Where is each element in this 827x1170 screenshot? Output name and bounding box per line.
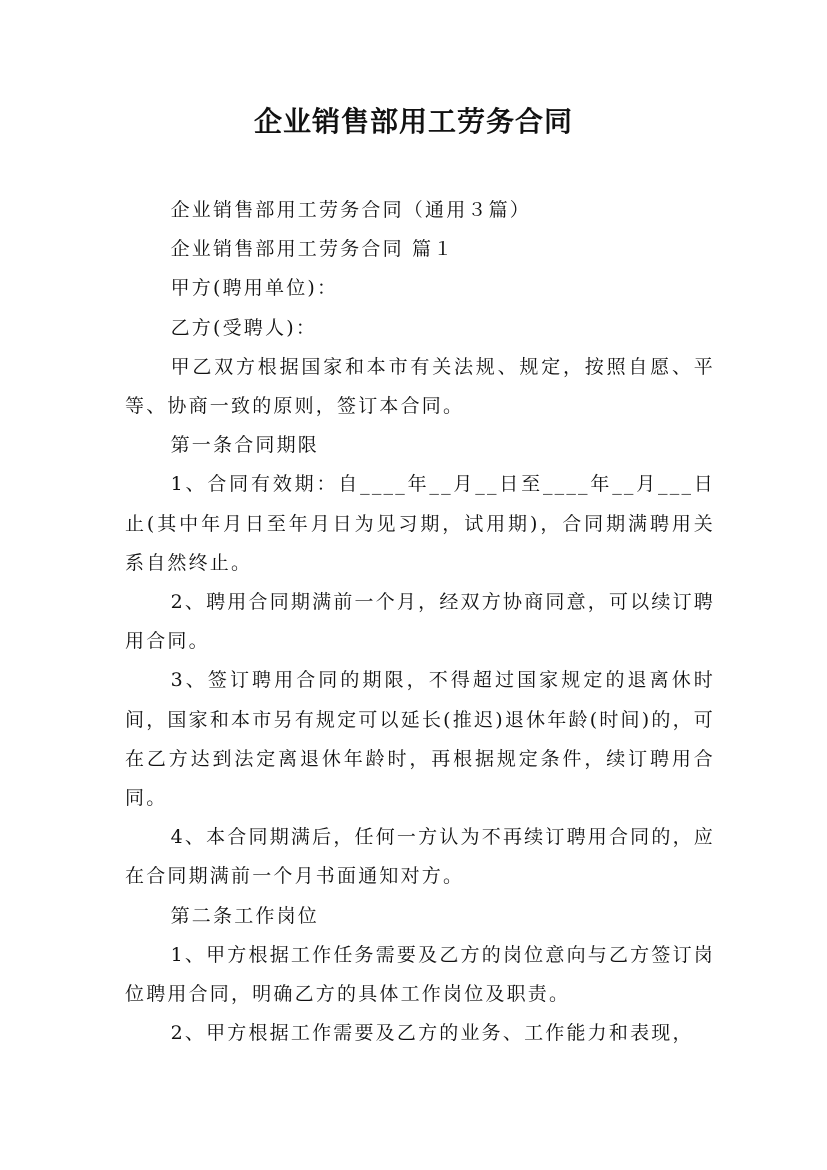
document-body bbox=[125, 191, 715, 1053]
paragraph-article-1-item-3: 3、签订聘用合同的期限，不得超过国家规定的退离休时间，国家和本市另有规定可以延长(推迟)退休年龄(时间)的，可在乙方达到法定离退休年龄时，再根据规定条件，续订聘用合同。 bbox=[125, 669, 715, 810]
paragraph-subheading: 企业销售部用工劳务合同 篇１ bbox=[170, 238, 455, 261]
paragraph-article-2-title: 第二条工作岗位 bbox=[170, 904, 319, 927]
paragraph-party-b: 乙方(受聘人)： bbox=[170, 316, 318, 339]
paragraph-article-2-item-2: 2、甲方根据工作需要及乙方的业务、工作能力和表现， bbox=[170, 1022, 694, 1045]
paragraph-article-1-title: 第一条合同期限 bbox=[170, 434, 319, 457]
paragraph-article-2-item-1: 1、甲方根据工作任务需要及乙方的岗位意向与乙方签订岗位聘用合同，明确乙方的具体工作岗位及职责。 bbox=[125, 943, 715, 1006]
paragraph-article-1-item-1: 1、合同有效期：自____年__月__日至____年__月___日止(其中年月日至年月日为见习期，试用期)，合同期满聘用关系自然终止。 bbox=[125, 473, 715, 574]
paragraph-heading: 企业销售部用工劳务合同（通用３篇） bbox=[170, 199, 531, 221]
paragraph-article-1-item-4: 4、本合同期满后，任何一方认为不再续订聘用合同的，应在合同期满前一个月书面通知对方。 bbox=[125, 826, 715, 888]
paragraph-article-1-item-2: 2、聘用合同期满前一个月，经双方协商同意，可以续订聘用合同。 bbox=[125, 591, 715, 653]
paragraph-party-a: 甲方(聘用单位)： bbox=[170, 277, 339, 300]
document-title: 企业销售部用工劳务合同 bbox=[253, 105, 573, 138]
paragraph-preamble: 甲乙双方根据国家和本市有关法规、规定，按照自愿、平等、协商一致的原则，签订本合同。 bbox=[125, 355, 715, 418]
